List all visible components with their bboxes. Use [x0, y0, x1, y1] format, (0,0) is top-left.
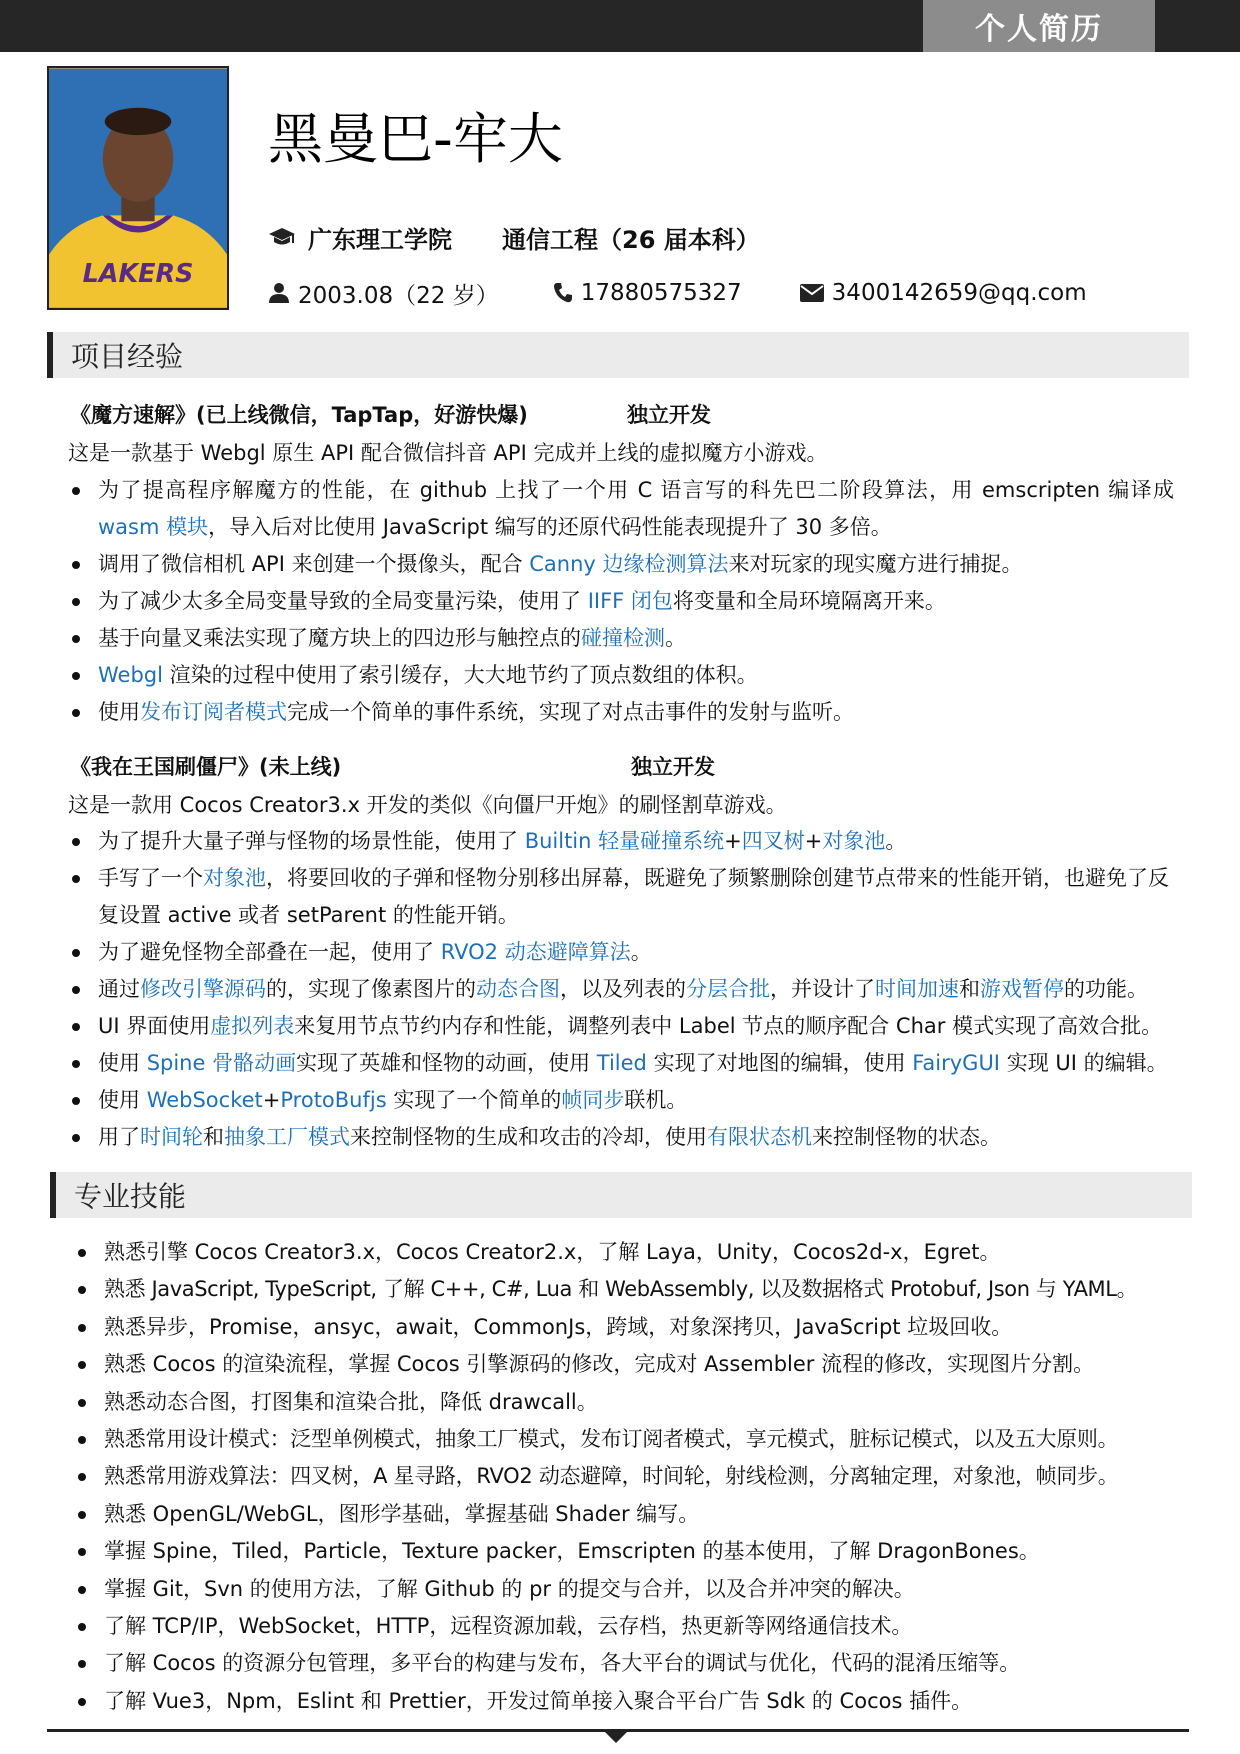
list-item: Webgl 渲染的过程中使用了索引缓存，大大地节约了顶点数组的体积。: [66, 657, 1174, 694]
list-item: 调用了微信相机 API 来创建一个摄像头，配合 Canny 边缘检测算法来对玩家的现实魔方进行捕捉。: [66, 546, 1174, 583]
list-item: 熟悉动态合图，打图集和渲染合批，降低 drawcall。: [74, 1384, 1186, 1421]
top-bar: [0, 0, 1240, 52]
list-item: 使用发布订阅者模式完成一个简单的事件系统，实现了对点击事件的发射与监听。: [66, 694, 1174, 731]
project2-title: 《我在王国刷僵尸》(未上线): [70, 755, 342, 779]
birth-date: 2003.08（22 岁）: [298, 282, 499, 309]
list-item: 使用 Spine 骨骼动画实现了英雄和怪物的动画，使用 Tiled 实现了对地图的编辑，使用 FairyGUI 实现 UI 的编辑。: [66, 1045, 1174, 1082]
project1-title: 《魔方速解》(已上线微信，TapTap，好游快爆): [70, 403, 528, 427]
list-item: 熟悉常用游戏算法：四叉树，A 星寻路，RVO2 动态避障，时间轮，射线检测，分离轴定理，对象池，帧同步。: [74, 1458, 1186, 1495]
major-text: 通信工程（26 届本科）: [502, 225, 760, 254]
list-item: 了解 Cocos 的资源分包管理，多平台的构建与发布，各大平台的调试与优化，代码的混淆压缩等。: [74, 1645, 1186, 1682]
envelope-icon: [800, 284, 824, 302]
list-item: 使用 WebSocket+ProtoBufjs 实现了一个简单的帧同步联机。: [66, 1082, 1174, 1119]
list-item: UI 界面使用虚拟列表来复用节点节约内存和性能，调整列表中 Label 节点的顺序配合 Char 模式实现了高效合批。: [66, 1008, 1174, 1045]
project2-bullets: [66, 823, 1174, 1156]
list-item: 熟悉 Cocos 的渲染流程，掌握 Cocos 引擎源码的修改，完成对 Assembler 流程的修改，实现图片分割。: [74, 1346, 1186, 1383]
list-item: 了解 TCP/IP，WebSocket，HTTP，远程资源加载，云存档，热更新等网络通信技术。: [74, 1608, 1186, 1645]
project1-description: 这是一款基于 Webgl 原生 API 配合微信抖音 API 完成并上线的虚拟魔方小游戏。: [68, 441, 828, 465]
phone-number[interactable]: 17880575327: [580, 280, 742, 306]
project2-description: 这是一款用 Cocos Creator3.x 开发的类似《向僵尸开炮》的刷怪割草游戏。: [68, 793, 787, 817]
list-item: 熟悉常用设计模式：泛型单例模式，抽象工厂模式，发布订阅者模式，享元模式，脏标记模式，以及五大原则。: [74, 1421, 1186, 1458]
section-accent-bar: [50, 1172, 56, 1218]
list-item: 熟悉异步，Promise，ansyc，await，CommonJs，跨域，对象深拷贝，JavaScript 垃圾回收。: [74, 1309, 1186, 1346]
person-icon: [268, 282, 290, 304]
list-item: 用了时间轮和抽象工厂模式来控制怪物的生成和攻击的冷却，使用有限状态机来控制怪物的状态。: [66, 1119, 1174, 1156]
resume-title-tab: 个人简历: [923, 0, 1155, 52]
list-item: 为了提高程序解魔方的性能，在 github 上找了一个用 C 语言写的科先巴二阶段算法，用 emscripten 编译成wasm 模块，导入后对比使用 JavaScript 编写的还原代码性能表现提升了 30 多倍。: [66, 472, 1174, 546]
list-item: 熟悉引擎 Cocos Creator3.x，Cocos Creator2.x，了解 Laya，Unity，Cocos2d-x，Egret。: [74, 1234, 1186, 1271]
svg-text:LAKERS: LAKERS: [82, 257, 194, 288]
list-item: 掌握 Spine，Tiled，Particle，Texture packer，Emscripten 的基本使用，了解 DragonBones。: [74, 1533, 1186, 1570]
project1-role: 独立开发: [627, 403, 711, 427]
graduation-cap-icon: [268, 226, 298, 248]
projects-section-title: 项目经验: [71, 340, 184, 373]
list-item: 掌握 Git，Svn 的使用方法，了解 Github 的 pr 的提交与合并，以及合并冲突的解决。: [74, 1571, 1186, 1608]
projects-section-header: [47, 332, 1189, 378]
list-item: 基于向量叉乘法实现了魔方块上的四边形与触控点的碰撞检测。: [66, 620, 1174, 657]
down-arrow-icon: [604, 1731, 628, 1743]
education-row: [268, 220, 760, 254]
list-item: 手写了一个对象池，将要回收的子弹和怪物分别移出屏幕，既避免了频繁删除创建节点带来的性能开销，也避免了反复设置 active 或者 setParent 的性能开销。: [66, 860, 1174, 934]
list-item: 为了减少太多全局变量导致的全局变量污染，使用了 IIFF 闭包将变量和全局环境隔离开来。: [66, 583, 1174, 620]
candidate-name: 黑曼巴-牢大: [268, 107, 563, 171]
profile-photo: [47, 66, 229, 310]
list-item: 为了避免怪物全部叠在一起，使用了 RVO2 动态避障算法。: [66, 934, 1174, 971]
list-item: 熟悉 JavaScript, TypeScript, 了解 C++, C#, Lua 和 WebAssembly, 以及数据格式 Protobuf, Json 与 YAML。: [74, 1271, 1186, 1308]
skills-section-title: 专业技能: [74, 1180, 187, 1213]
project2-role: 独立开发: [631, 755, 715, 779]
school-name: 广东理工学院: [308, 225, 452, 254]
list-item: 通过修改引擎源码的，实现了像素图片的动态合图，以及列表的分层合批，并设计了时间加速和游戏暂停的功能。: [66, 971, 1174, 1008]
contact-row: [268, 276, 1087, 310]
email-address[interactable]: 3400142659@qq.com: [831, 280, 1087, 306]
phone-icon: [553, 282, 573, 304]
list-item: 为了提升大量子弹与怪物的场景性能，使用了 Builtin 轻量碰撞系统+四叉树+对象池。: [66, 823, 1174, 860]
skills-section-header: [50, 1172, 1192, 1218]
list-item: 了解 Vue3，Npm，Eslint 和 Prettier，开发过简单接入聚合平台广告 Sdk 的 Cocos 插件。: [74, 1683, 1186, 1720]
skills-list: [74, 1234, 1186, 1720]
project1-bullets: [66, 472, 1174, 731]
section-accent-bar: [47, 332, 53, 378]
list-item: 熟悉 OpenGL/WebGL，图形学基础，掌握基础 Shader 编写。: [74, 1496, 1186, 1533]
